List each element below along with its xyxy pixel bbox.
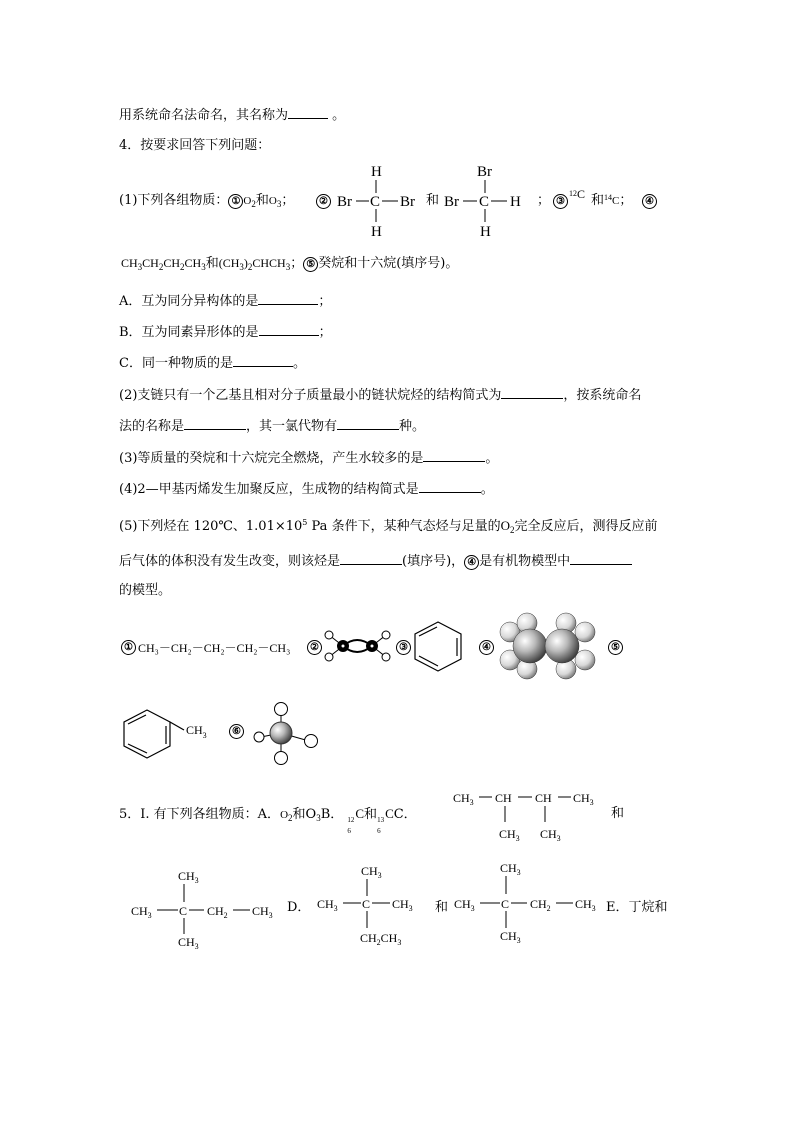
punct: ； bbox=[318, 294, 332, 309]
subscript: 2 bbox=[251, 199, 256, 209]
br-atom: Br bbox=[477, 164, 492, 180]
and-word: 和 bbox=[591, 193, 605, 208]
subscript: 2 bbox=[247, 262, 253, 272]
and-word: 和 bbox=[255, 193, 269, 208]
circled-number-4: ④ bbox=[464, 555, 479, 570]
c-atom: C bbox=[479, 194, 490, 210]
carry-over-text: 用系统命名法命名，其名称为 bbox=[119, 108, 289, 123]
separator: ； bbox=[619, 193, 633, 208]
dimethylbutane-quaternary-structure bbox=[131, 869, 273, 951]
svg-text:C: C bbox=[362, 897, 371, 911]
option-d-structure-2 bbox=[454, 861, 596, 945]
methyl-label: $CH_3$ bbox=[186, 723, 207, 740]
svg-text:C: C bbox=[501, 897, 510, 911]
mass-number: 13 bbox=[377, 816, 385, 824]
part1-tail: 癸烷和十六烷(填序号)。 bbox=[318, 256, 459, 271]
svg-text:CH3: $CH_3$ bbox=[317, 897, 338, 913]
q5-intro-text: 5．I. 有下列各组物质：A． bbox=[119, 807, 281, 822]
circled-number-2: ② bbox=[316, 194, 331, 209]
subscript: 3 bbox=[201, 262, 206, 272]
punct: 。 bbox=[480, 482, 494, 497]
subscript: 3 bbox=[316, 813, 321, 823]
mass-number: 14 bbox=[604, 193, 613, 202]
formula-part: CH bbox=[121, 256, 138, 270]
circled-number-4: ④ bbox=[642, 194, 657, 209]
formula-part: CH bbox=[184, 256, 202, 270]
svg-text:CH3: $CH_3$ bbox=[540, 827, 561, 843]
dimethylbutane-structure bbox=[453, 791, 594, 843]
circled-number-3: ③ bbox=[553, 194, 568, 209]
punct: ； bbox=[318, 325, 332, 340]
svg-text:CH3: $CH_3$ bbox=[499, 827, 520, 843]
part5-text: 是有机物模型中 bbox=[479, 554, 571, 569]
option-c-text: C．同一种物质的是 bbox=[119, 356, 233, 371]
part1-prefix: (1)下列各组物质： bbox=[119, 193, 229, 208]
circled-number-4: ④ bbox=[479, 640, 494, 655]
part5-text: (填序号)， bbox=[402, 554, 465, 569]
svg-text:CH3: $CH_3$ bbox=[361, 864, 382, 880]
subscript: 3 bbox=[276, 199, 282, 209]
circled-number-5: ⑤ bbox=[608, 640, 623, 655]
part2-text: 法的名称是 bbox=[119, 419, 185, 434]
circled-number-5: ⑤ bbox=[303, 257, 318, 272]
svg-text:CH: CH bbox=[495, 791, 512, 805]
part5-text: 完全反应后，测得反应前 bbox=[514, 519, 658, 534]
svg-text:CH3: $CH_3$ bbox=[178, 935, 199, 951]
and-word: 和 bbox=[205, 256, 219, 271]
punct: 。 bbox=[485, 451, 499, 466]
subscript: 3 bbox=[137, 262, 143, 272]
and-word: 和 bbox=[426, 193, 440, 208]
h-atom: H bbox=[510, 194, 521, 210]
option-a-text: A．互为同分异构体的是 bbox=[119, 294, 259, 309]
question-4-title: 4．按要求回答下列问题： bbox=[119, 138, 271, 153]
option-c-label: C． bbox=[393, 807, 417, 822]
part2-text: (2)支链只有一个乙基且相对分子质量最小的链状烷烃的结构简式为 bbox=[119, 388, 502, 403]
o2-formula: O bbox=[500, 518, 510, 533]
separator: ； bbox=[290, 256, 304, 271]
svg-text:CH2: $CH_2$ bbox=[207, 904, 228, 920]
c-atom: C bbox=[370, 194, 381, 210]
svg-text:CH3: $CH_3$ bbox=[131, 904, 152, 920]
svg-text:CH3: $CH_3$ bbox=[252, 904, 273, 920]
carbon-symbol: C bbox=[612, 195, 620, 207]
formula-part: 和O bbox=[292, 807, 317, 822]
circled-number-6: ⑥ bbox=[229, 724, 244, 739]
circled-number-2: ② bbox=[307, 640, 322, 655]
part5-text: (5)下列烃在 120℃、1.01×10 bbox=[119, 519, 303, 534]
q4-part5-line3: 的模型。 bbox=[119, 583, 172, 598]
part5-text: 后气体的体积没有发生改变，则该烃是 bbox=[119, 554, 341, 569]
subscript: 2 bbox=[288, 813, 293, 823]
br-atom: Br bbox=[337, 194, 352, 210]
circled-number-3: ③ bbox=[396, 640, 411, 655]
mass-number: 12 bbox=[569, 189, 577, 198]
separator: ； bbox=[281, 193, 295, 208]
o3-formula: O bbox=[268, 195, 277, 207]
part2-text: 种。 bbox=[399, 419, 426, 434]
atomic-number: 6 bbox=[377, 827, 381, 835]
subscript: 2 bbox=[509, 525, 515, 535]
option-d-label: D． bbox=[287, 900, 311, 915]
formula-part: CH bbox=[142, 256, 159, 270]
o2-formula: O bbox=[243, 195, 252, 207]
subscript: 3 bbox=[285, 262, 291, 272]
subscript: 3 bbox=[239, 262, 244, 272]
part2-text-end: ，按系统命名 bbox=[563, 388, 642, 403]
part3-text: (3)等质量的癸烷和十六烷完全燃烧，产生水较多的是 bbox=[119, 451, 424, 466]
part2-text: ，其一氯代物有 bbox=[246, 419, 338, 434]
svg-text:CH2CH3: $CH_2CH_3$ bbox=[360, 931, 402, 947]
atomic-number: 6 bbox=[347, 827, 351, 835]
circled-number-1: ① bbox=[228, 194, 243, 209]
carbon-symbol: C bbox=[385, 806, 394, 821]
svg-text:CH3: $CH_3$ bbox=[453, 791, 474, 807]
svg-text:CH3: $CH_3$ bbox=[500, 861, 521, 877]
formula-part: C和 bbox=[355, 806, 378, 821]
h-atom: H bbox=[371, 224, 382, 240]
subscript: 2 bbox=[158, 262, 164, 272]
option-b-text: B．互为同素异形体的是 bbox=[119, 325, 259, 340]
svg-text:CH3: $CH_3$ bbox=[575, 897, 596, 913]
svg-text:CH: CH bbox=[535, 791, 552, 805]
option-d-structure-1 bbox=[317, 864, 413, 947]
option-e-text: E．丁烷和 bbox=[606, 900, 668, 915]
pentane-formula: CH₃－CH₂－CH₂－CH₂－CH₃ bbox=[138, 641, 291, 655]
svg-text:CH3: $CH_3$ bbox=[178, 869, 199, 885]
svg-text:CH3: $CH_3$ bbox=[500, 929, 521, 945]
carbon-symbol: C bbox=[577, 187, 586, 201]
and-word: 和 bbox=[435, 900, 449, 915]
formula-part: CH bbox=[163, 256, 181, 270]
circled-number-1: ① bbox=[121, 640, 136, 655]
period: 。 bbox=[332, 108, 346, 123]
br-atom: Br bbox=[444, 194, 459, 210]
h-atom: H bbox=[480, 224, 491, 240]
svg-text:CH3: $CH_3$ bbox=[573, 791, 594, 807]
formula-part: (CH bbox=[218, 256, 240, 270]
subscript: 2 bbox=[180, 262, 185, 272]
and-word: 和 bbox=[611, 806, 625, 821]
svg-text:CH2: $CH_2$ bbox=[530, 897, 551, 913]
svg-text:CH3: $CH_3$ bbox=[392, 897, 413, 913]
br-atom: Br bbox=[400, 194, 415, 210]
option-b-label: B． bbox=[320, 807, 344, 822]
separator: ； bbox=[537, 193, 551, 208]
h-atom: H bbox=[371, 164, 382, 180]
formula-part: CHCH bbox=[252, 256, 286, 270]
formula-part: O bbox=[280, 809, 289, 821]
svg-text:C: C bbox=[179, 904, 188, 918]
svg-text:CH3: $CH_3$ bbox=[454, 897, 475, 913]
part4-text: (4)2—甲基丙烯发生加聚反应，生成物的结构简式是 bbox=[119, 482, 419, 497]
part5-text: Pa 条件下，某种气态烃与足量的 bbox=[307, 519, 501, 534]
formula-part: ) bbox=[243, 256, 248, 270]
superscript: 5 bbox=[302, 518, 308, 527]
punct: 。 bbox=[292, 356, 306, 371]
mass-number: 12 bbox=[347, 816, 355, 824]
